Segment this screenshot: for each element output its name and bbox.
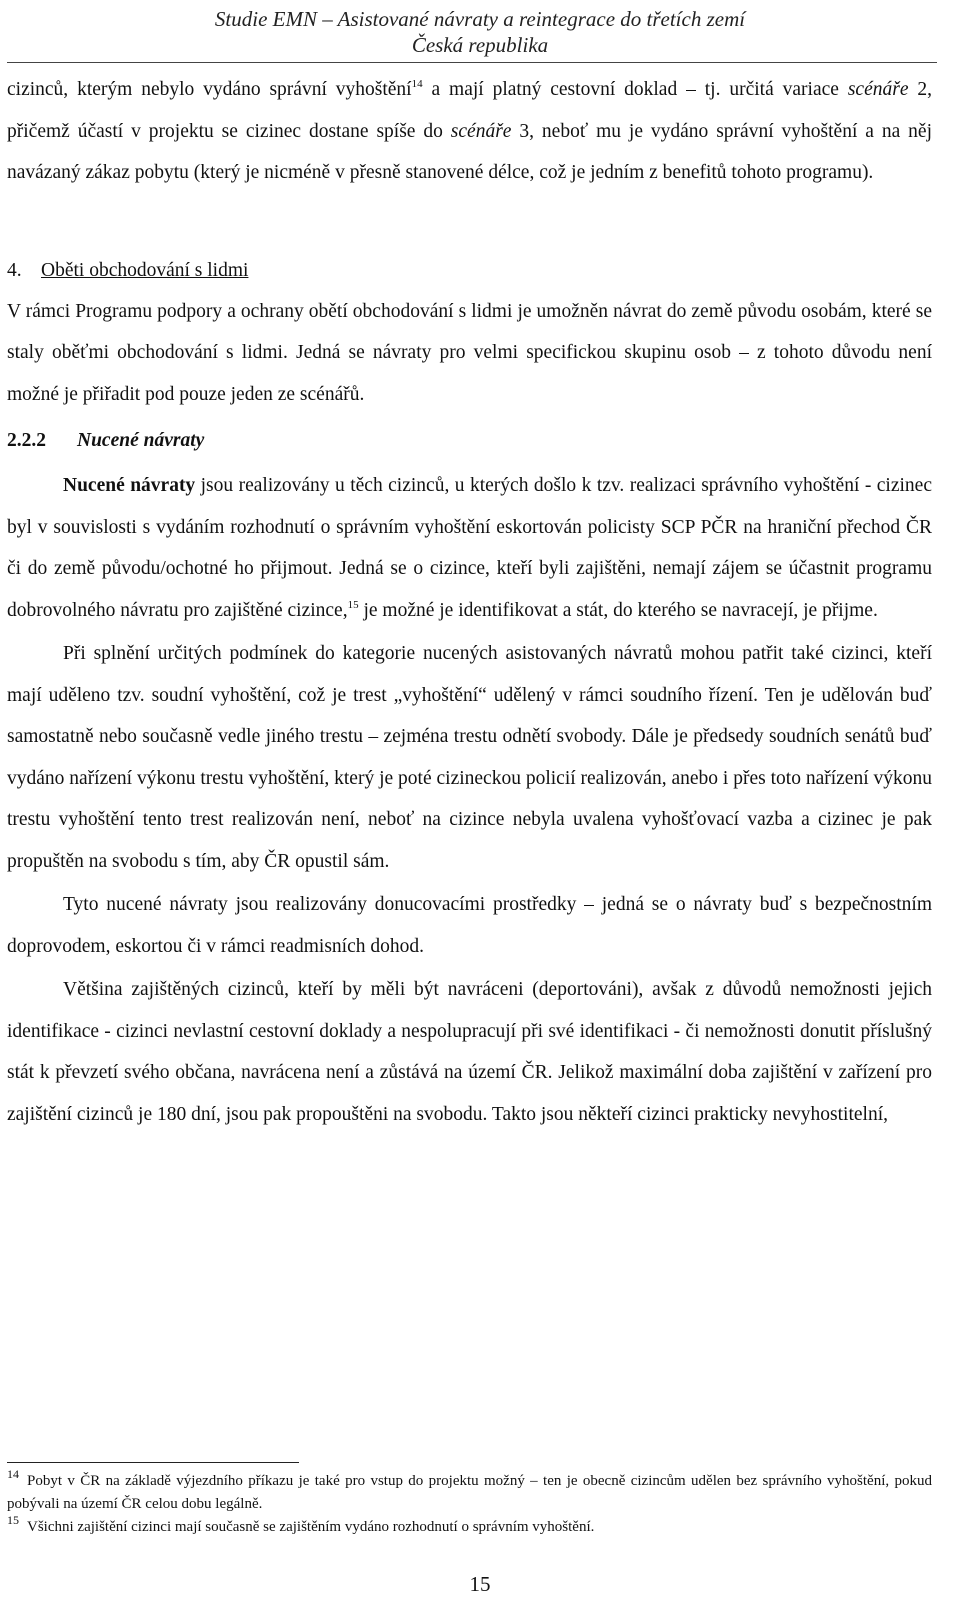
intro-scenario-2: scénáře bbox=[847, 79, 909, 100]
footnotes bbox=[7, 1467, 932, 1539]
section-number: 4. bbox=[7, 259, 22, 281]
intro-paragraph bbox=[7, 69, 932, 194]
running-header bbox=[0, 6, 960, 58]
footnote-text: Pobyt v ČR na základě výjezdního příkazu je také pro vstup do projektu možný – ten je obecně cizincům udělen bez správního vyhoštění, pokud pobývali na území ČR celou dobu legálně. bbox=[7, 1473, 932, 1512]
section-victims bbox=[7, 250, 932, 416]
section-victims-body: V rámci Programu podpory a ochrany obětí obchodování s lidmi je umožněn návrat do země původu osobám, které se staly oběťmi obchodování s lidmi. Jedná se návraty pro velmi specifickou skupinu osob – z tohoto důvodu není možné je přiřadit pod pouze jeden ze scénářů. bbox=[7, 300, 932, 405]
header-subtitle: Česká republika bbox=[411, 33, 549, 57]
section-title: Nucené návraty bbox=[77, 430, 205, 451]
section-heading-forced-returns bbox=[7, 419, 932, 463]
intro-text-b: a mají platný cestovní doklad – tj. určitá variace bbox=[422, 79, 848, 100]
paragraph-text-a: jsou realizovány u těch cizinců, u kterých došlo k tzv. realizaci správního vyhoštění - cizinec byl v souvislosti s vydáním rozhodnutí o správním vyhoštění eskortován policisty SCP PČR na hraniční přechod ČR či do země původu/ochotné ho přijmout. Jedná se o cizince, kteří byli zajištěni, nemají zájem se účastnit programu dobrovolného návratu pro zajištěné cizince, bbox=[7, 475, 932, 621]
intro-text-a: cizinců, kterým nebylo vydáno správní vyhoštění bbox=[7, 79, 412, 100]
section-victims-heading bbox=[7, 250, 932, 291]
intro-text-f: 3, neboť mu je vydáno správní vyhoštění a na něj navázaný zákaz pobytu (který je nicméně v přesně stanovené délce, což je jedním z benefitů tohoto programu). bbox=[7, 120, 933, 183]
term-forced-returns: Nucené návraty bbox=[63, 475, 196, 496]
footnote-number: 15 bbox=[7, 1513, 19, 1527]
footnote-15 bbox=[7, 1513, 932, 1539]
paragraph-coercive-means: Tyto nucené návraty jsou realizovány donucovacími prostředky – jedná se o návraty buď s bezpečnostním doprovodem, eskortou či v rámci readmisních dohod. bbox=[7, 894, 932, 957]
page-body bbox=[7, 69, 932, 1135]
section-title: Oběti obchodování s lidmi bbox=[41, 259, 249, 281]
footnote-text: Všichni zajištění cizinci mají současně se zajištěním vydáno rozhodnutí o správním vyhoštění. bbox=[27, 1519, 595, 1535]
page-number: 15 bbox=[469, 1572, 491, 1596]
footnote-number: 14 bbox=[7, 1467, 19, 1481]
paragraph-forced-returns bbox=[7, 465, 932, 631]
footnote-ref-14[interactable]: 14 bbox=[411, 78, 423, 90]
paragraph-text-b: je možné je identifikovat a stát, do kterého se navracejí, je přijme. bbox=[358, 599, 878, 621]
footnote-14 bbox=[7, 1467, 932, 1516]
paragraph-unreturnable: Většina zajištěných cizinců, kteří by měli být navráceni (deportováni), avšak z důvodů nemožnosti jejich identifikace - cizinci nevlastní cestovní doklady a nespolupracují při své identifikaci - či nemožnosti donutit příslušný stát k převzetí svého občana, navrácena není a zůstává na území ČR. Jelikož maximální doba zajištění v zařízení pro zajištění cizinců je 180 dní, jsou pak propouštěni na svobodu. Takto jsou někteří cizinci prakticky nevyhostitelní, bbox=[7, 979, 932, 1125]
intro-scenario-3: scénáře bbox=[450, 120, 512, 142]
header-title: Studie EMN – Asistované návraty a reintegrace do třetích zemí bbox=[214, 7, 746, 31]
paragraph-judicial-expulsion: Při splnění určitých podmínek do kategorie nucených asistovaných návratů mohou patřit také cizinci, kteří mají uděleno tzv. soudní vyhoštění, což je trest „vyhoštění“ udělený v rámci soudního řízení. Ten je udělován buď samostatně nebo současně vedle jiného trestu – zejména trestu odnětí svobody. Dále je předsedy soudních senátů buď vydáno nařízení výkonu trestu vyhoštění, který je poté cizineckou policií realizován, anebo i přes toto nařízení výkonu trestu vyhoštění tento trest realizován není, neboť na cizince nebyla uvalena vyhošťovací vazba a cizinec je pak propuštěn na svobodu s tím, aby ČR opustil sám. bbox=[7, 643, 932, 872]
footnote-divider bbox=[7, 1462, 299, 1463]
header-divider bbox=[7, 62, 937, 63]
footnote-ref-15[interactable]: 15 bbox=[347, 598, 359, 611]
intro-text-d: 2, přičemž účastí v projektu se cizinec dostane spíše do bbox=[7, 79, 933, 142]
section-number: 2.2.2 bbox=[7, 430, 46, 451]
